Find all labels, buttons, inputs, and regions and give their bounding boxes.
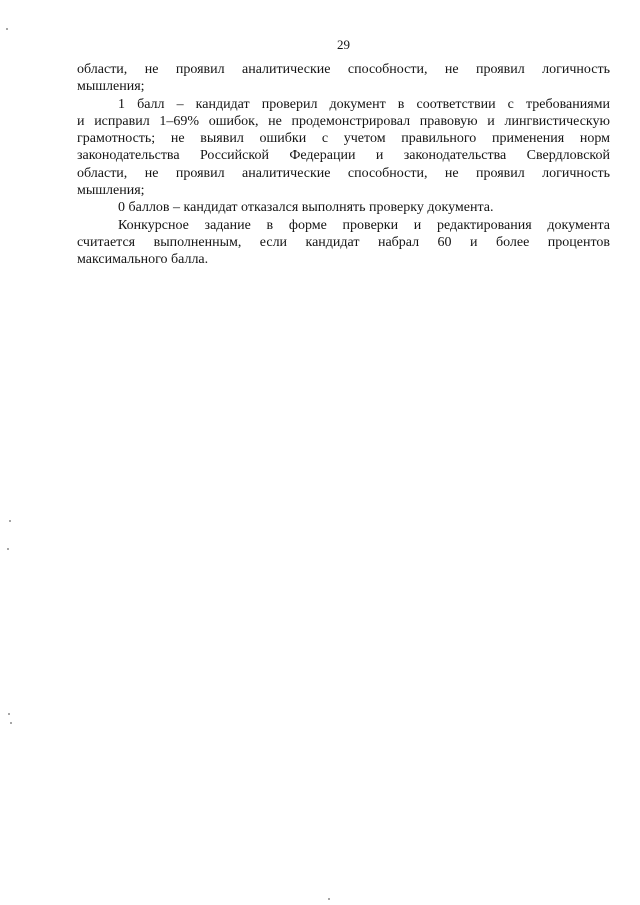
scan-speck bbox=[8, 713, 10, 715]
text-line: и исправил 1–69% ошибок, не продемонстрировал правовую и лингвистическую bbox=[77, 113, 610, 129]
paragraph-completion-criteria bbox=[77, 217, 610, 269]
scan-speck bbox=[7, 548, 9, 550]
scan-speck bbox=[6, 28, 8, 30]
document-body bbox=[77, 61, 610, 269]
page-number: 29 bbox=[337, 37, 350, 52]
paragraph-score-1 bbox=[77, 96, 610, 200]
text-line: считается выполненным, если кандидат набрал 60 и более процентов bbox=[77, 234, 610, 250]
text-line: мышления; bbox=[77, 79, 145, 95]
text-line: мышления; bbox=[77, 183, 145, 199]
text-line: грамотность; не выявил ошибки с учетом правильного применения норм bbox=[77, 131, 610, 147]
paragraph-continuation bbox=[77, 61, 610, 96]
text-line: законодательства Российской Федерации и законодательства Свердловской bbox=[77, 148, 610, 164]
text-line: 0 баллов – кандидат отказался выполнять проверку документа. bbox=[118, 200, 494, 216]
scan-speck bbox=[10, 722, 12, 724]
text-line: области, не проявил аналитические способности, не проявил логичность bbox=[77, 62, 610, 77]
scan-speck bbox=[9, 520, 11, 522]
scan-speck bbox=[328, 898, 330, 900]
text-line: максимального балла. bbox=[77, 252, 209, 268]
text-line: Конкурсное задание в форме проверки и редактирования документа bbox=[118, 217, 610, 233]
paragraph-score-0 bbox=[77, 199, 610, 216]
text-line: области, не проявил аналитические способности, не проявил логичность bbox=[77, 165, 610, 181]
text-line: 1 балл – кандидат проверил документ в соответствии с требованиями bbox=[118, 96, 610, 112]
